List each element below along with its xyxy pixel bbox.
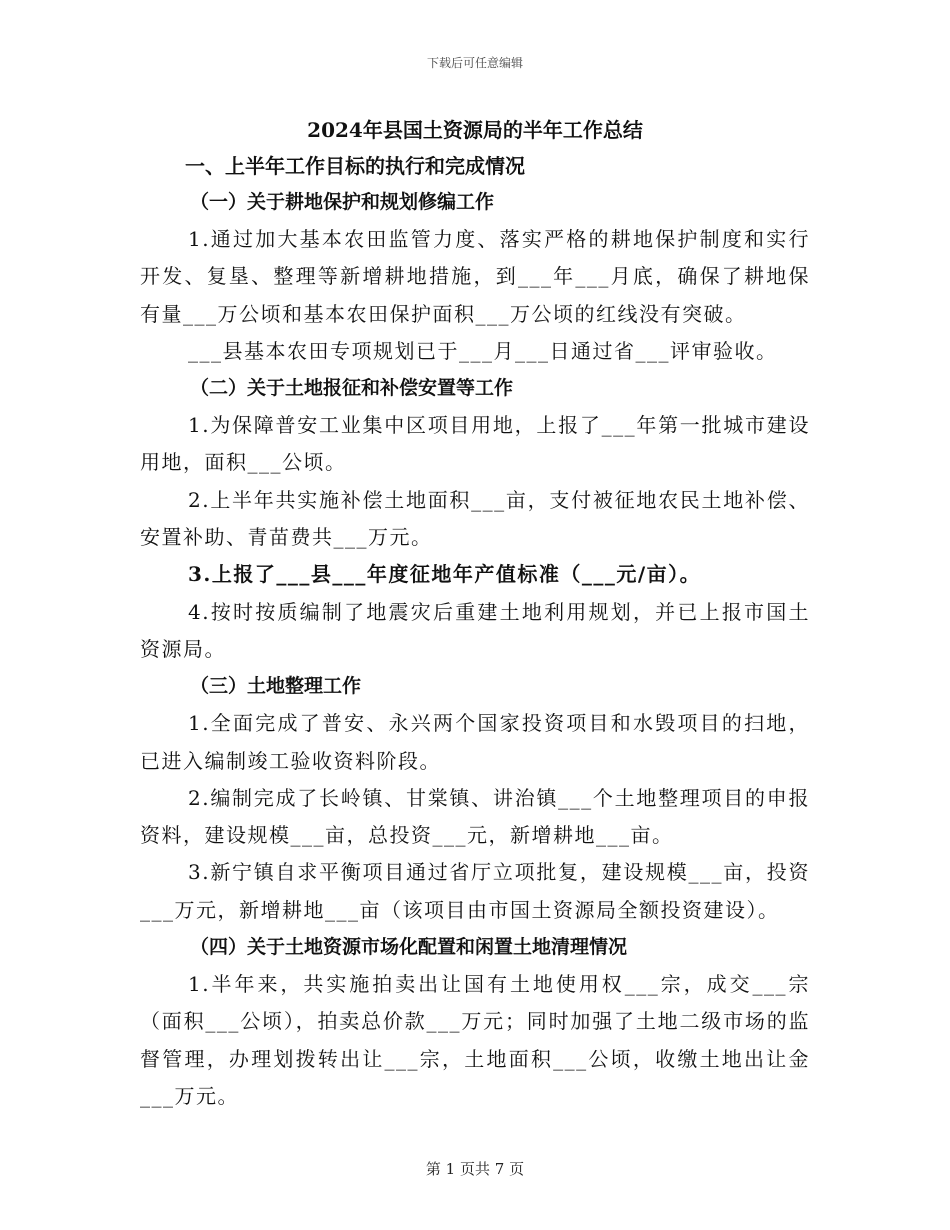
section-heading-1: 一、上半年工作目标的执行和完成情况 xyxy=(185,154,525,178)
subsection-heading-4: （四）关于土地资源市场化配置和闲置土地清理情况 xyxy=(190,936,628,959)
paragraph-2-1: 1.为保障普安工业集中区项目用地，上报了___年第一批城市建设用地，面积___公顷。 xyxy=(140,413,810,475)
paragraph-3-3: 3.新宁镇自求平衡项目通过省厅立项批复，建设规模___亩，投资___万元，新增耕地___亩（该项目由市国土资源局全额投资建设）。 xyxy=(140,860,810,922)
paragraph-3-1: 1.全面完成了普安、永兴两个国家投资项目和水毁项目的扫地，已进入编制竣工验收资料阶段。 xyxy=(140,711,810,773)
subsection-heading-2: （二）关于土地报征和补偿安置等工作 xyxy=(190,377,514,400)
header-note: 下载后可任意编辑 xyxy=(426,56,523,70)
subsection-heading-1: （一）关于耕地保护和规划修编工作 xyxy=(190,191,495,213)
paragraph-2-2: 2.上半年共实施补偿土地面积___亩，支付被征地农民土地补偿、安置补助、青苗费共___万元。 xyxy=(140,487,810,550)
paragraph-4-1: 1.半年来，共实施拍卖出让国有土地使用权___宗，成交___宗（面积___公顷），拍卖总价款___万元；同时加强了土地二级市场的监督管理，办理划拨转出让___宗，土地面积___公顷，收缴土地出让金___万元。 xyxy=(140,972,810,1108)
paragraph-2-4: 4.按时按质编制了地震灾后重建土地利用规划，并已上报市国土资源局。 xyxy=(140,599,810,661)
page-footer: 第 1 页共 7 页 xyxy=(425,1160,525,1178)
document-body xyxy=(140,112,810,1115)
paragraph-2-3: 3.上报了___县___年度征地年产值标准（___元/亩）。 xyxy=(188,562,702,587)
paragraph-1-1: 1.通过加大基本农田监管力度、落实严格的耕地保护制度和实行开发、复垦、整理等新增耕地措施，到___年___月底，确保了耕地保有量___万公顷和基本农田保护面积___万公顷的红线没有突破。 xyxy=(140,227,810,326)
paragraph-3-2: 2.编制完成了长岭镇、甘棠镇、讲治镇___个土地整理项目的申报资料，建设规模___亩，总投资___元，新增耕地___亩。 xyxy=(140,785,810,848)
paragraph-1-2: ___县基本农田专项规划已于___月___日通过省___评审验收。 xyxy=(188,338,778,363)
subsection-heading-3: （三）土地整理工作 xyxy=(190,675,362,698)
document-title: 2024年县国土资源局的半年工作总结 xyxy=(307,118,643,142)
